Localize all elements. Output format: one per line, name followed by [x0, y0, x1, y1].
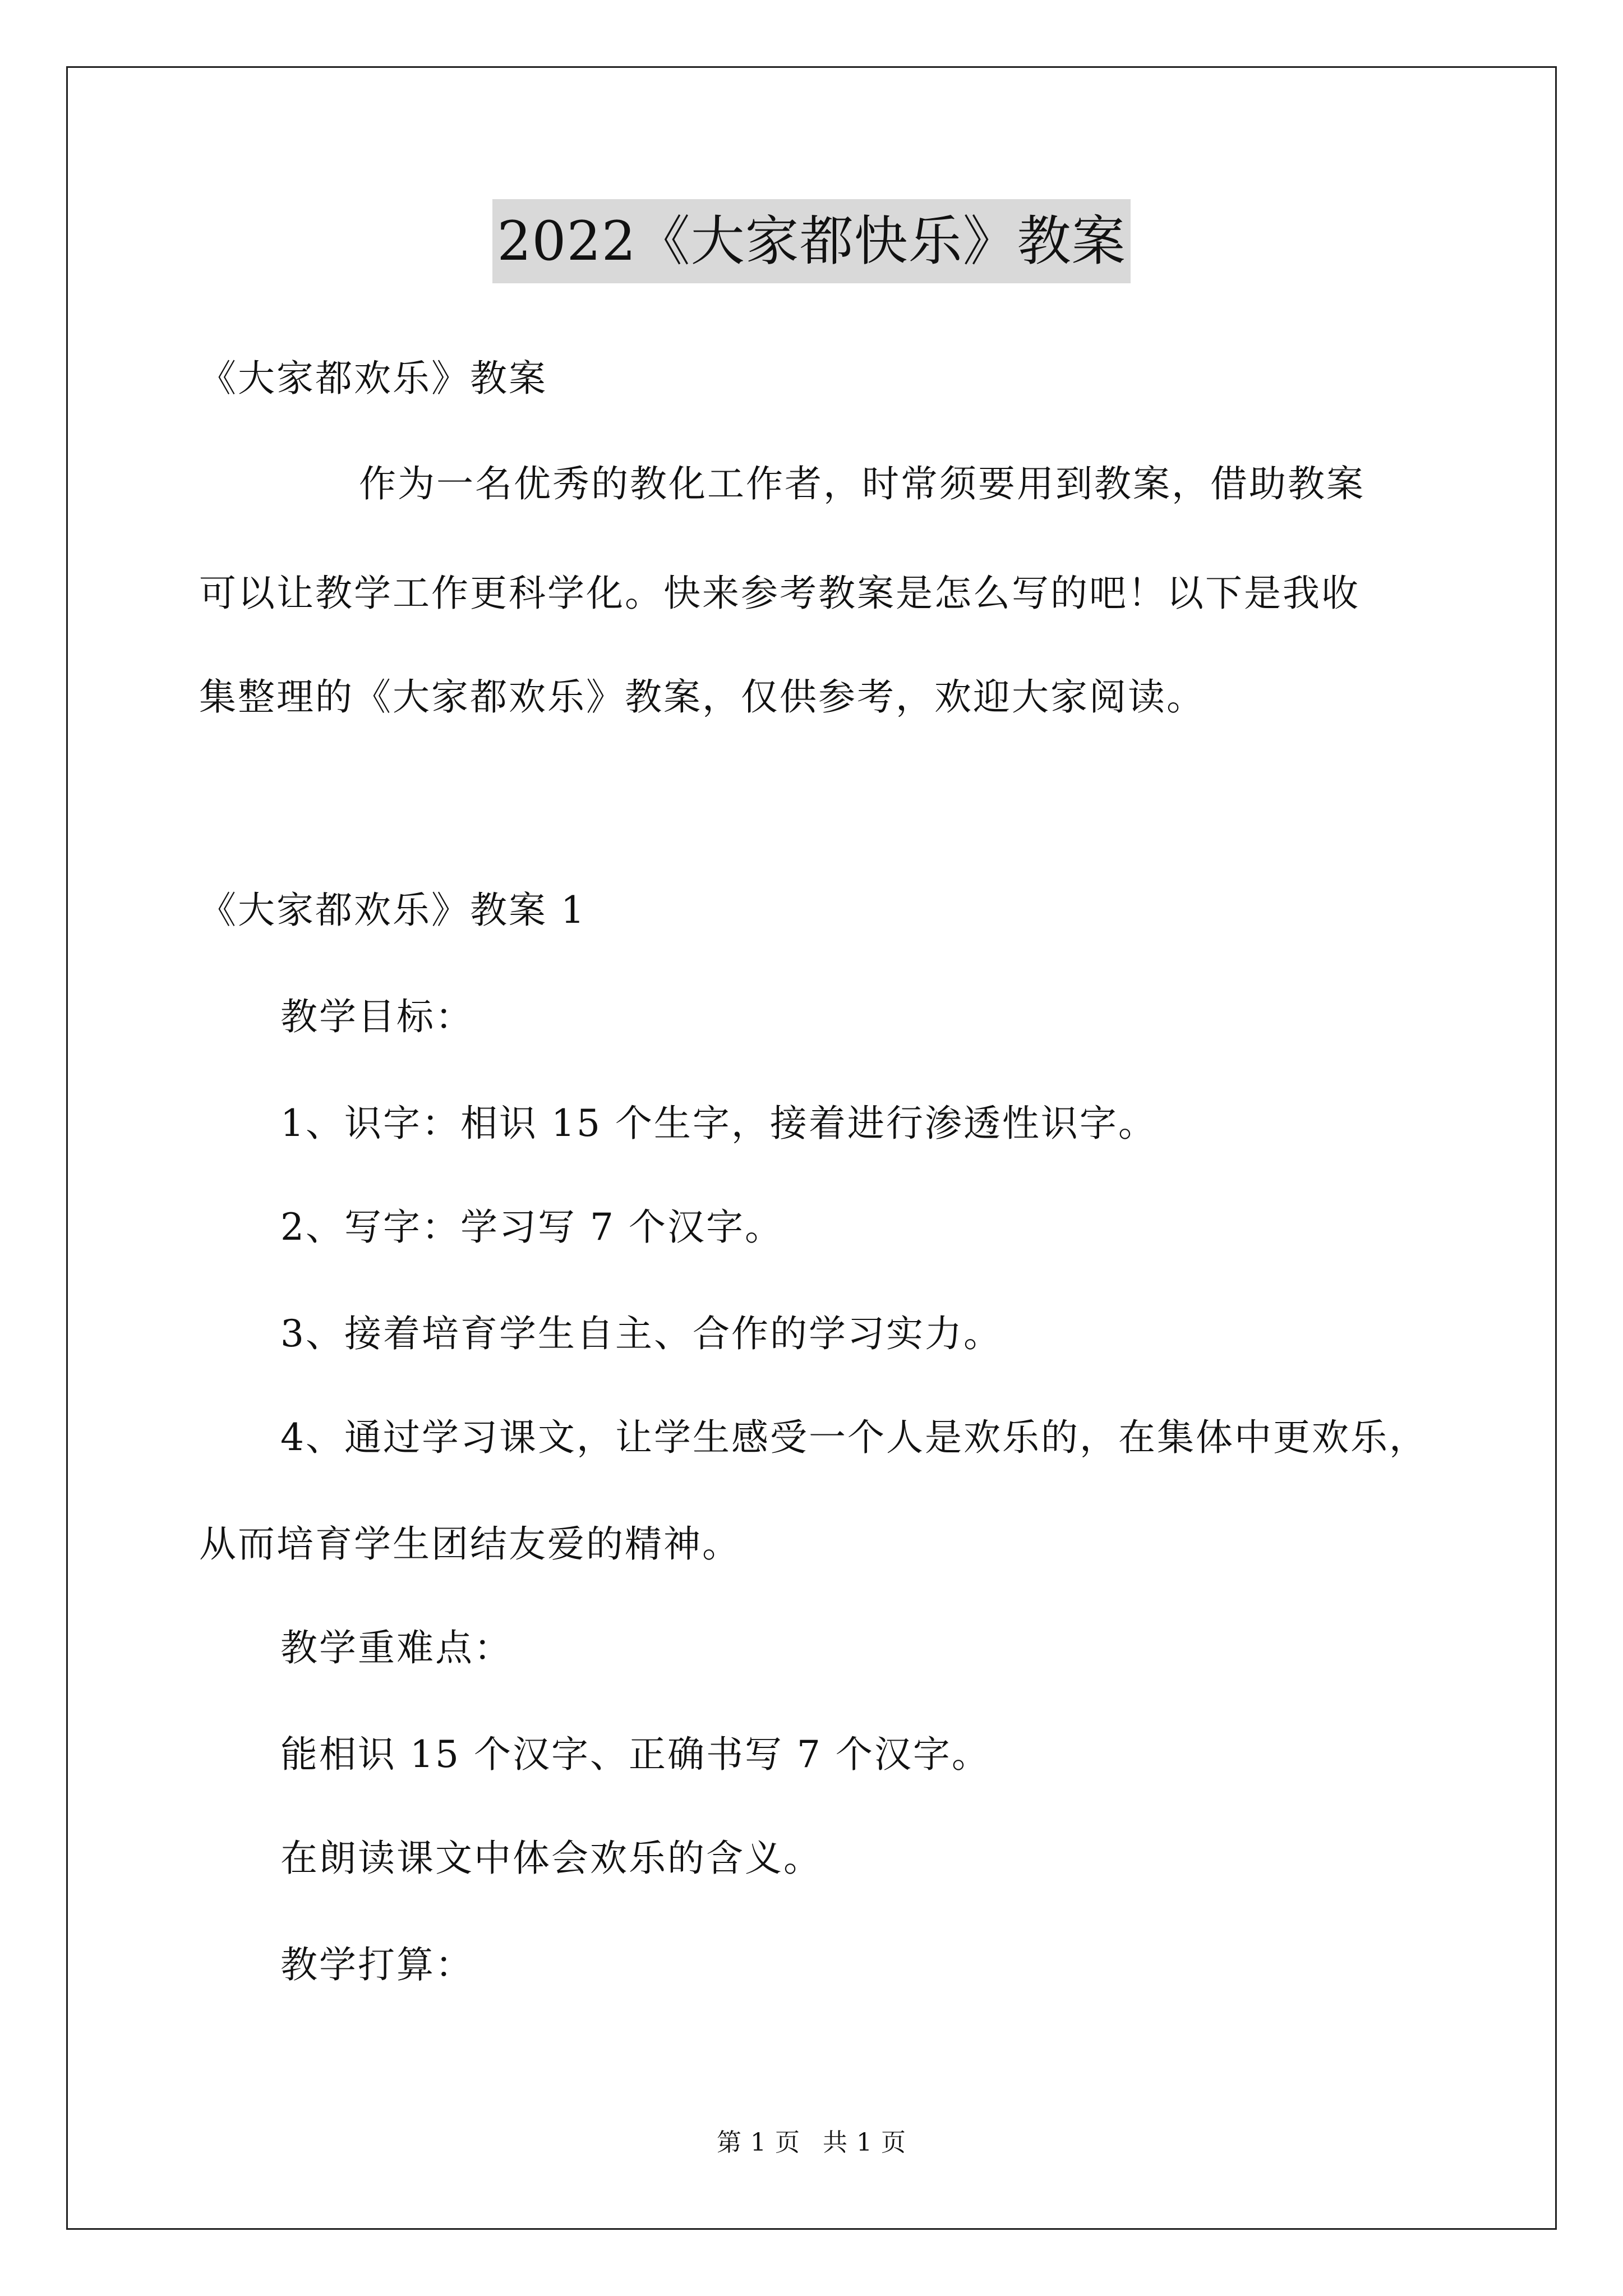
list-item: 2、写字：学习写 7 个汉字。 — [280, 1205, 783, 1249]
document-title: 2022《大家都快乐》教案 — [492, 199, 1130, 283]
page-footer — [0, 2126, 1623, 2160]
section-heading: 《大家都欢乐》教案 — [199, 357, 547, 400]
intro-paragraph-line: 可以让教学工作更科学化。快来参考教案是怎么写的吧！以下是我收 — [199, 572, 1360, 615]
list-item-continuation: 从而培育学生团结友爱的精神。 — [199, 1522, 741, 1566]
paragraph-line: 在朗读课文中体会欢乐的含义。 — [280, 1837, 822, 1880]
title-container — [0, 199, 1623, 283]
page-number: 第 1 页 — [717, 2128, 800, 2157]
intro-paragraph-line: 集整理的《大家都欢乐》教案，仅供参考，欢迎大家阅读。 — [199, 675, 1205, 719]
section-label: 教学重难点： — [280, 1626, 513, 1669]
page-total: 共 1 页 — [823, 2128, 906, 2157]
lesson-heading: 《大家都欢乐》教案 1 — [199, 889, 586, 932]
list-item: 1、识字：相识 15 个生字，接着进行渗透性识字。 — [280, 1102, 1157, 1145]
intro-paragraph-line: 作为一名优秀的教化工作者，时常须要用到教案，借助教案 — [359, 462, 1365, 505]
list-item: 3、接着培育学生自主、合作的学习实力。 — [280, 1312, 1002, 1355]
paragraph-line: 能相识 15 个汉字、正确书写 7 个汉字。 — [280, 1733, 990, 1776]
section-label: 教学目标： — [280, 995, 474, 1038]
section-label: 教学打算： — [280, 1943, 474, 1986]
list-item: 4、通过学习课文，让学生感受一个人是欢乐的，在集体中更欢乐， — [280, 1416, 1428, 1459]
